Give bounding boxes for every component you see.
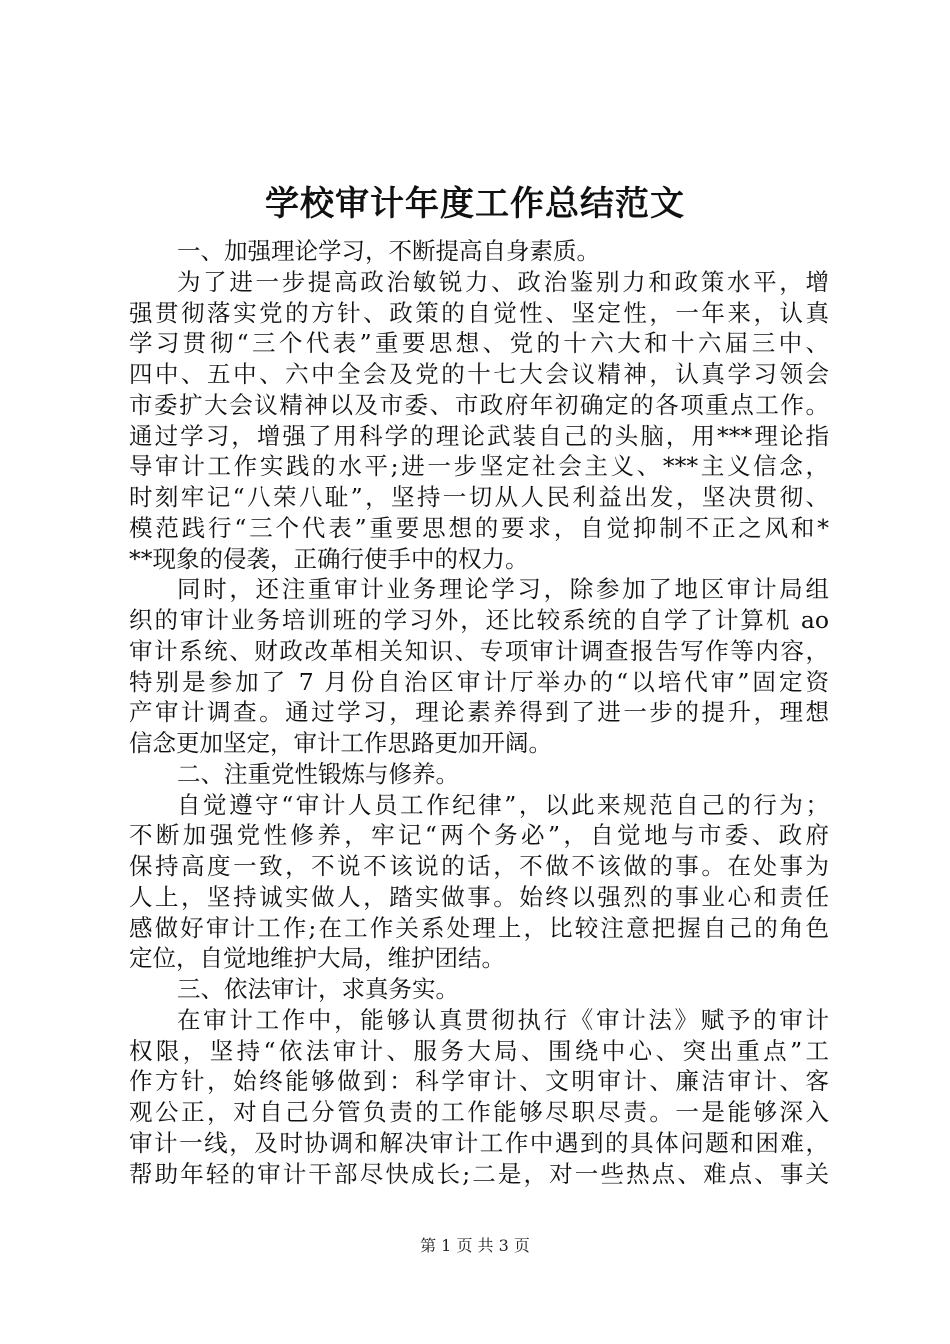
page-footer: 第 1 页 共 3 页: [420, 1236, 530, 1255]
paragraph-line: 时刻牢记“八荣八耻”，坚持一切从人民利益出发，坚决贯彻、: [129, 483, 829, 511]
paragraph-line: 保持高度一致，不说不该说的话，不做不该做的事。在处事为: [129, 852, 829, 880]
paragraph-line: 通过学习，增强了用科学的理论武装自己的头脑，用***理论指: [129, 421, 829, 450]
paragraph-line: 特别是参加了 7 月份自治区审计厅举办的“以培代审”固定资: [129, 667, 829, 696]
paragraph-line: 信念更加坚定，审计工作思路更加开阔。: [129, 729, 552, 757]
paragraph-line: 导审计工作实践的水平;进一步坚定社会主义、***主义信念，: [129, 452, 829, 481]
section-heading: 一、加强理论学习，不断提高自身素质。: [177, 237, 600, 265]
paragraph-line: 帮助年轻的审计干部尽快成长;二是，对一些热点、难点、事关: [129, 1159, 829, 1188]
paragraph-line: 在审计工作中，能够认真贯彻执行《审计法》赋予的审计: [177, 1005, 829, 1034]
paragraph-line: 作方针，始终能够做到：科学审计、文明审计、廉洁审计、客: [129, 1067, 829, 1096]
paragraph-line: 观公正，对自己分管负责的工作能够尽职尽责。一是能够深入: [129, 1098, 829, 1126]
paragraph-line: 审计系统、财政改革相关知识、专项审计调查报告写作等内容，: [129, 636, 829, 665]
paragraph-line: 权限，坚持“依法审计、服务大局、围绕中心、突出重点”工: [129, 1036, 829, 1065]
document-body: [129, 236, 829, 1189]
section-heading: 二、注重党性锻炼与修养。: [177, 759, 459, 788]
paragraph-line: 四中、五中、六中全会及党的十七大会议精神，认真学习领会: [129, 360, 829, 388]
paragraph-line: 织的审计业务培训班的学习外，还比较系统的自学了计算机 ao: [129, 606, 829, 634]
paragraph-line: 审计一线，及时协调和解决审计工作中遇到的具体问题和困难，: [129, 1128, 829, 1157]
paragraph-line: 不断加强党性修养，牢记“两个务必”，自觉地与市委、政府: [129, 821, 829, 850]
paragraph-line: 定位，自觉地维护大局，维护团结。: [129, 944, 505, 973]
paragraph-line: 学习贯彻“三个代表”重要思想、党的十六大和十六届三中、: [129, 329, 829, 358]
paragraph-line: 强贯彻落实党的方针、政策的自觉性、坚定性，一年来，认真: [129, 298, 829, 327]
paragraph-line: 同时，还注重审计业务理论学习，除参加了地区审计局组: [177, 575, 829, 604]
paragraph-line: 市委扩大会议精神以及市委、市政府年初确定的各项重点工作。: [129, 390, 829, 419]
paragraph-line: 感做好审计工作;在工作关系处理上，比较注意把握自己的角色: [129, 913, 829, 942]
document-title: 学校审计年度工作总结范文: [265, 184, 685, 224]
paragraph-line: **现象的侵袭，正确行使手中的权力。: [129, 544, 529, 573]
paragraph-line: 模范践行“三个代表”重要思想的要求，自觉抑制不正之风和*: [129, 513, 829, 542]
section-heading: 三、依法审计，求真务实。: [177, 975, 459, 1003]
paragraph-line: 为了进一步提高政治敏锐力、政治鉴别力和政策水平，增: [177, 267, 829, 296]
paragraph-line: 人上，坚持诚实做人，踏实做事。始终以强烈的事业心和责任: [129, 882, 829, 911]
paragraph-line: 产审计调查。通过学习，理论素养得到了进一步的提升，理想: [129, 698, 829, 727]
paragraph-line: 自觉遵守“审计人员工作纪律”，以此来规范自己的行为；: [177, 790, 829, 819]
